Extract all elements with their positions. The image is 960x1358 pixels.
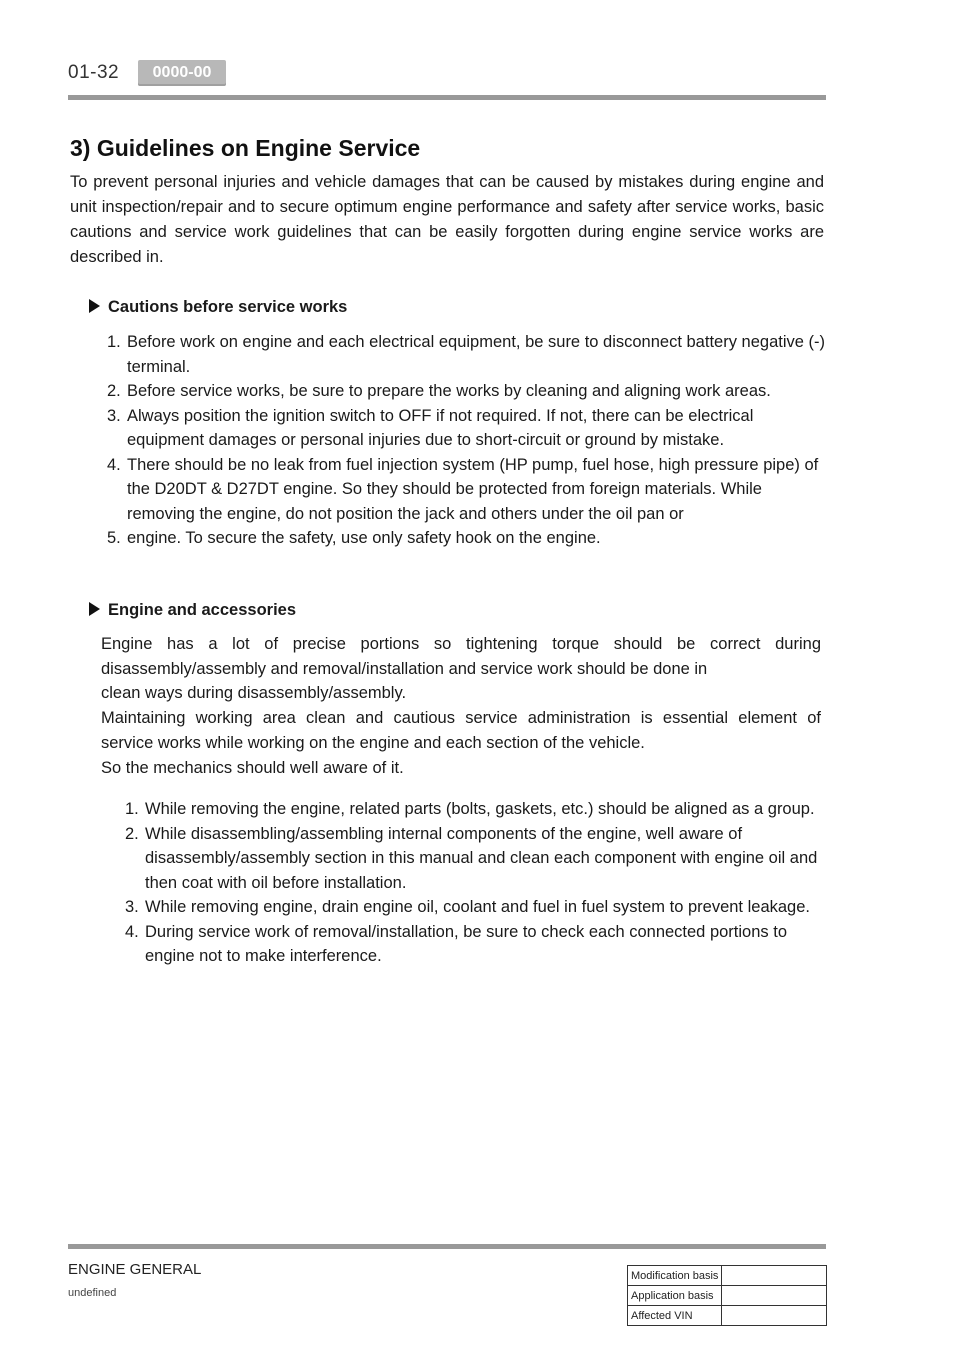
paragraph-line: So the mechanics should well aware of it. xyxy=(101,758,404,777)
list-item-number: 3. xyxy=(107,406,121,425)
footer-subtitle: undefined xyxy=(68,1287,117,1299)
engine-heading-text: Engine and accessories xyxy=(108,601,297,619)
list-item xyxy=(107,330,829,379)
list-item-number: 5. xyxy=(107,529,121,547)
table-cell-label: Affected VIN xyxy=(628,1306,722,1326)
list-item-number: 1. xyxy=(107,333,121,351)
table-cell-value xyxy=(722,1266,827,1286)
table-cell-label: Application basis xyxy=(628,1286,722,1306)
engine-paragraph xyxy=(101,632,821,780)
page-number: 01-32 xyxy=(68,62,120,83)
list-item-text: While disassembling/assembling internal components of the engine, well aware of disassembly/assembly section in this manual and clean each component with engine oil and then coat with oil before installation. xyxy=(145,824,818,892)
section-title: 3) Guidelines on Engine Service xyxy=(70,135,421,161)
list-item-number: 2. xyxy=(107,382,121,400)
triangle-bullet-icon xyxy=(89,299,100,313)
header-divider xyxy=(68,95,826,100)
list-item xyxy=(125,920,825,969)
engine-heading xyxy=(89,601,296,620)
list-item-text: Always position the ignition switch to OFF if not required. If not, there can be electrical equipment damages or personal injuries due to short-circuit or ground by mistake. xyxy=(127,406,754,449)
list-item-text: Before service works, be sure to prepare the works by cleaning and aligning work areas. xyxy=(127,382,771,400)
cautions-heading-text: Cautions before service works xyxy=(108,298,348,316)
engine-list xyxy=(125,797,825,969)
table-row xyxy=(628,1306,827,1326)
triangle-bullet-icon xyxy=(89,602,100,616)
list-item xyxy=(125,895,825,920)
list-item-text: Before work on engine and each electrical equipment, be sure to disconnect battery negative (-) terminal. xyxy=(127,333,825,376)
list-item xyxy=(107,453,829,527)
list-item xyxy=(107,526,829,551)
table-row xyxy=(628,1286,827,1306)
list-item-number: 3. xyxy=(125,898,139,916)
list-item-text: During service work of removal/installation, be sure to check each connected portions to engine not to make interference. xyxy=(145,922,787,965)
footer-divider xyxy=(68,1244,826,1249)
list-item-text: engine. To secure the safety, use only safety hook on the engine. xyxy=(127,529,601,547)
list-item-text: While removing the engine, related parts (bolts, gaskets, etc.) should be aligned as a group. xyxy=(145,800,815,818)
cautions-list xyxy=(107,330,829,551)
list-item-text: While removing engine, drain engine oil, coolant and fuel in fuel system to prevent leakage. xyxy=(145,898,810,916)
table-cell-value xyxy=(722,1306,827,1326)
footer-title: ENGINE GENERAL xyxy=(68,1261,202,1278)
list-item-number: 2. xyxy=(125,824,139,843)
paragraph-line: Engine has a lot of precise portions so tightening torque should be correct during xyxy=(101,635,821,653)
section-code-badge: 0000-00 xyxy=(138,60,226,86)
table-row xyxy=(628,1266,827,1286)
list-item-text: There should be no leak from fuel injection system (HP pump, fuel hose, high pressure pipe) of the D20DT & D27DT engine. So they should be protected from foreign materials. While removing the engine, do not position the jack and others under the oil pan or xyxy=(127,455,819,523)
intro-paragraph: To prevent personal injuries and vehicle damages that can be caused by mistakes during engine and unit inspection/repair and to secure optimum engine performance and safety after service works, basic cautions and service work guidelines that can be easily forgotten during engine service works are described in. xyxy=(70,173,824,266)
paragraph-line: Maintaining working area clean and cautious service administration is essential element of xyxy=(101,709,821,728)
modification-table xyxy=(627,1265,827,1326)
list-item-number: 1. xyxy=(125,800,139,818)
list-item-number: 4. xyxy=(125,922,139,941)
list-item xyxy=(125,797,825,822)
paragraph-line: clean ways during disassembly/assembly. xyxy=(101,684,407,703)
list-item xyxy=(125,822,825,896)
list-item-number: 4. xyxy=(107,455,121,474)
table-cell-label: Modification basis xyxy=(628,1266,722,1286)
paragraph-line: service works while working on the engine and each section of the vehicle. xyxy=(101,733,645,752)
paragraph-line: disassembly/assembly and removal/installation and service work should be done in xyxy=(101,659,708,678)
list-item xyxy=(107,404,829,453)
table-cell-value xyxy=(722,1286,827,1306)
list-item xyxy=(107,379,829,404)
cautions-heading xyxy=(89,298,347,317)
